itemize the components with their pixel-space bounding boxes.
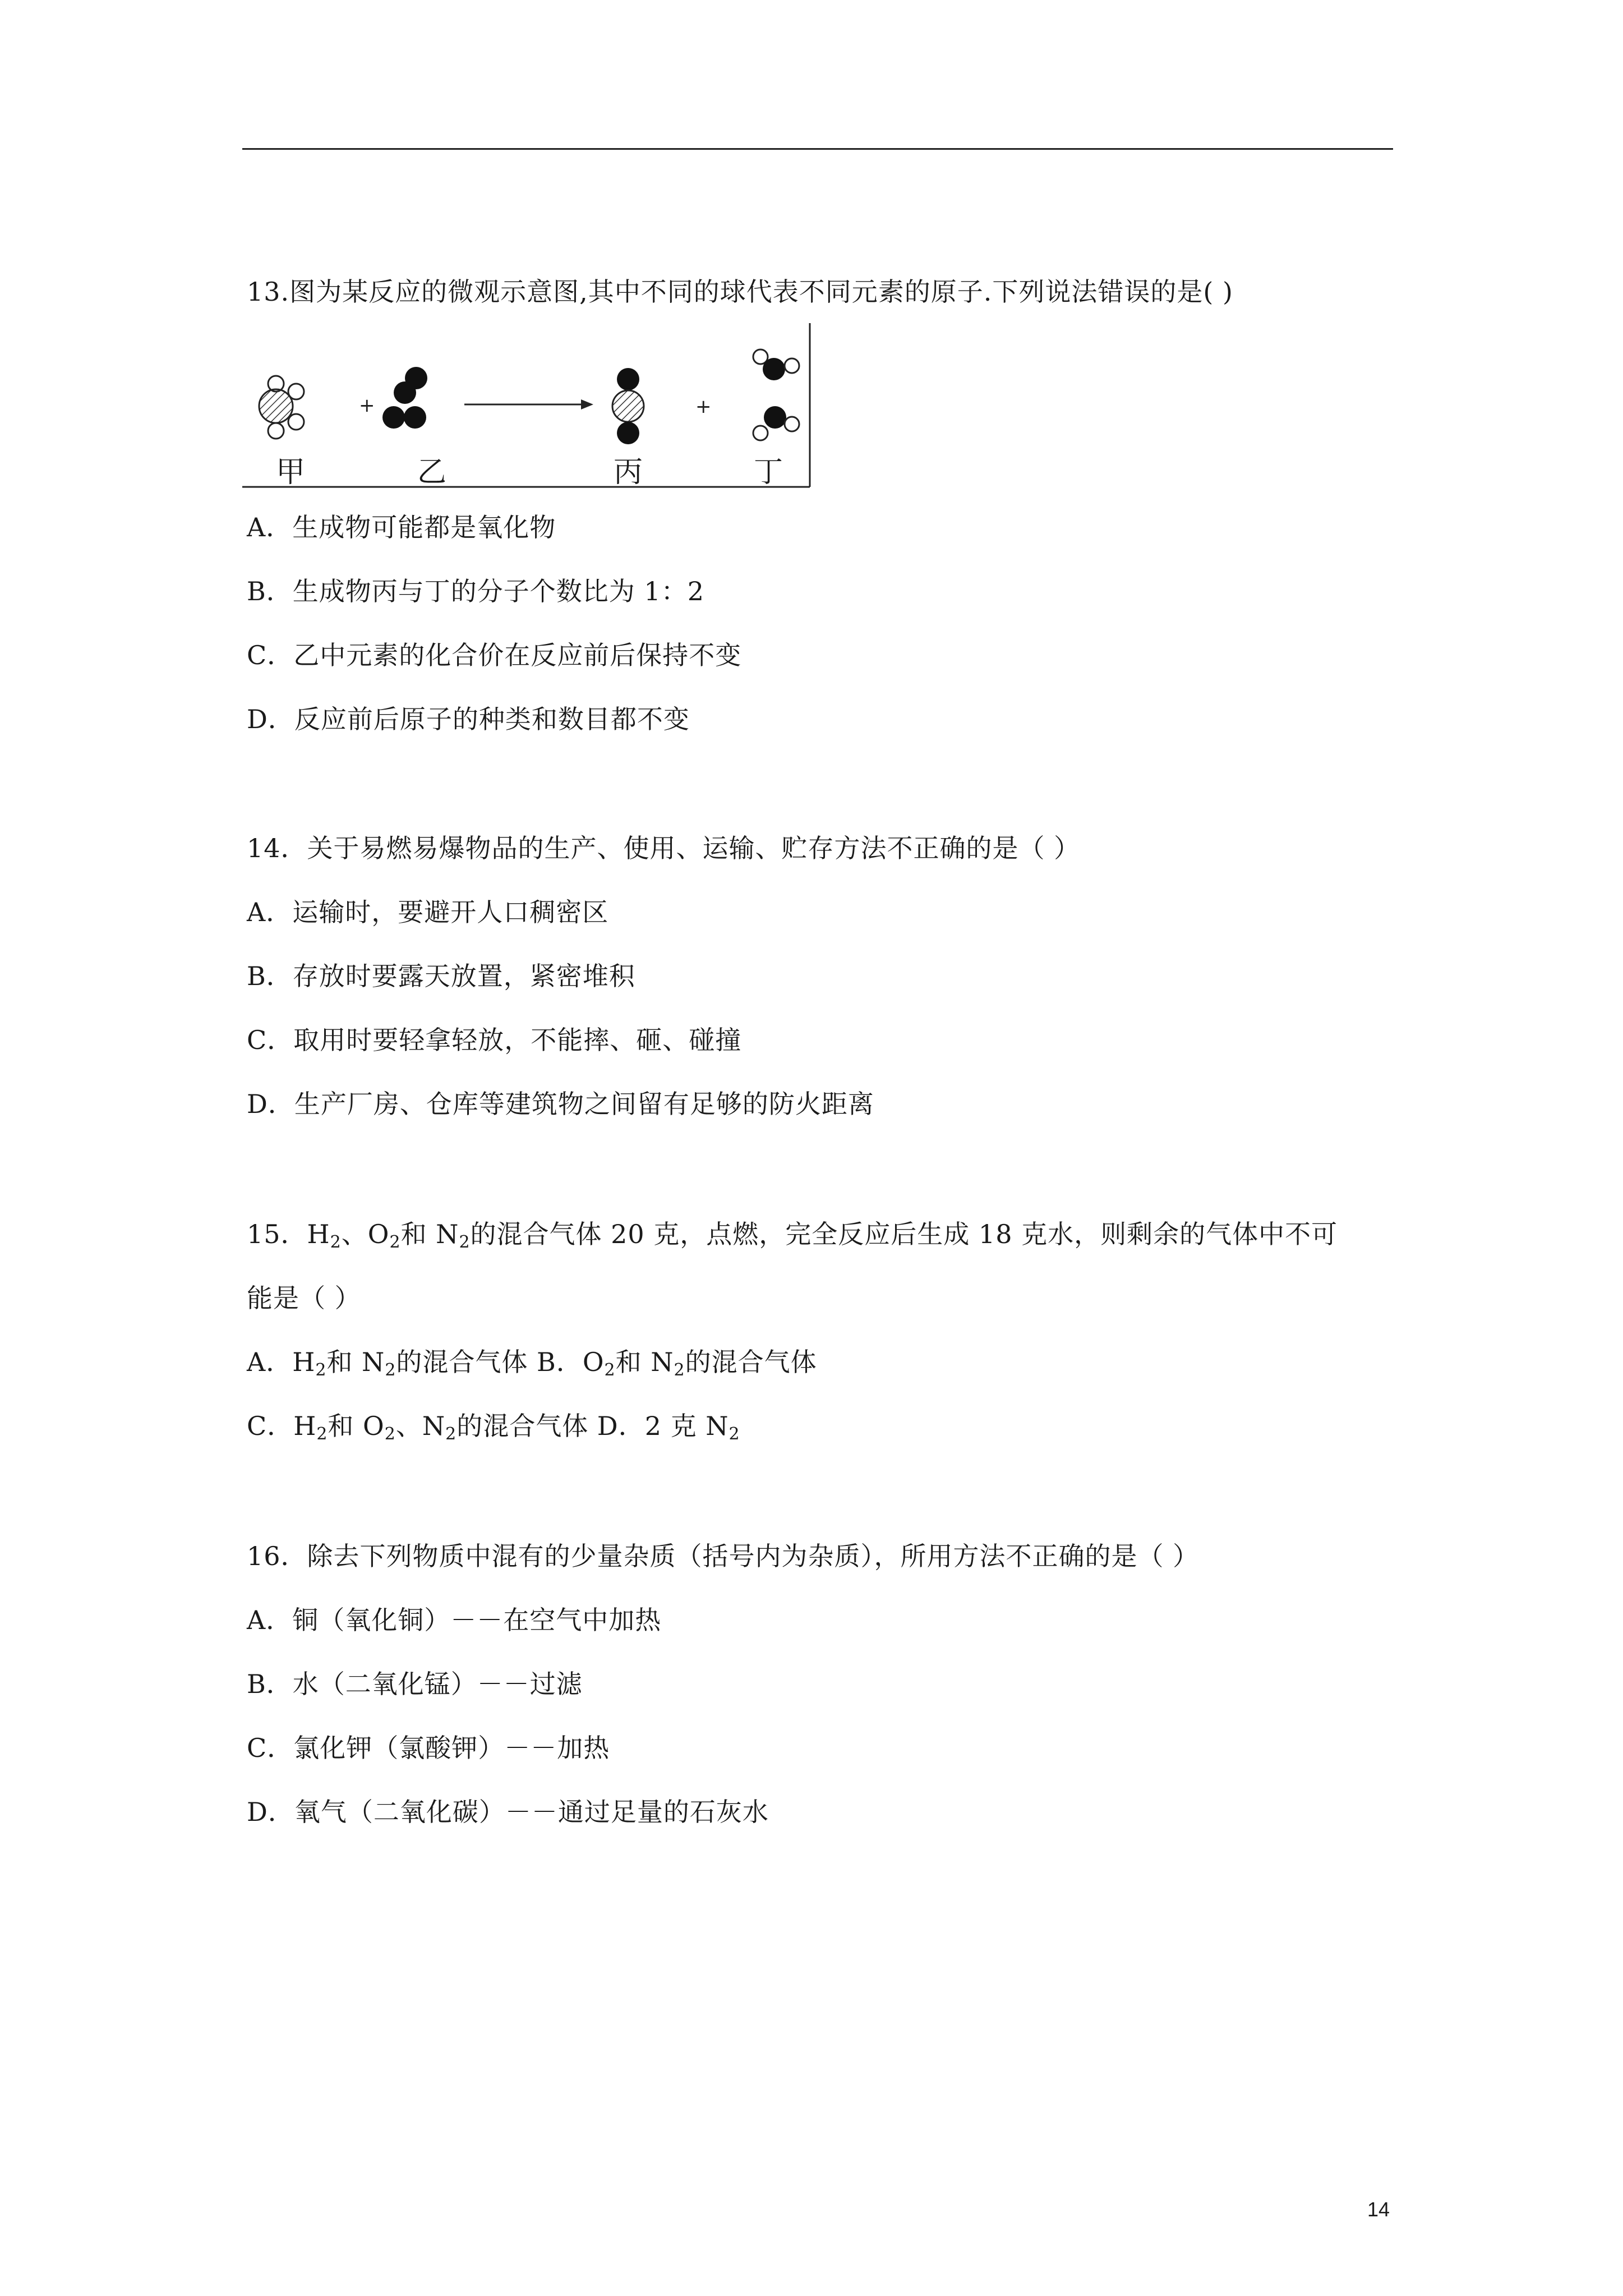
q16-option-a: A．铜（氧化铜）－－在空气中加热	[247, 1605, 662, 1635]
label-yi: 乙	[417, 455, 447, 489]
q16-option-d: D．氧气（二氧化碳）－－通过足量的石灰水	[247, 1797, 769, 1827]
plus-sign-1: +	[359, 394, 375, 417]
q15-stem: 15．$H_2$、$O_2$和 $N_2$的混合气体 20 克，点燃，完全反应后生成 18 克水，则剩余的气体中不可	[247, 1219, 1338, 1252]
label-bing: 丙	[614, 455, 643, 489]
molecule-jia	[259, 376, 304, 439]
header-rule	[242, 148, 1393, 150]
q14-option-d: D．生产厂房、仓库等建筑物之间留有足够的防火距离	[247, 1089, 874, 1119]
label-ding: 丁	[754, 455, 783, 489]
reaction-diagram-svg	[242, 323, 814, 491]
page-number: 14	[1367, 2198, 1390, 2221]
q16-option-b: B．水（二氧化锰）－－过滤	[247, 1669, 583, 1699]
reaction-diagram	[242, 323, 814, 491]
q13-option-b: B．生成物丙与丁的分子个数比为 1：2	[247, 576, 704, 606]
q13-option-d: D．反应前后原子的种类和数目都不变	[247, 704, 690, 734]
q14-stem: 14．关于易燃易爆物品的生产、使用、运输、贮存方法不正确的是（ ）	[247, 833, 1081, 863]
molecule-yi	[382, 367, 427, 429]
q14-option-a: A．运输时，要避开人口稠密区	[247, 897, 609, 927]
reaction-arrow	[464, 399, 593, 409]
q15-options-ab: A．$H_2$和 $N_2$的混合气体 B．$O_2$和 $N_2$的混合气体	[247, 1347, 817, 1380]
q13-option-c: C．乙中元素的化合价在反应前后保持不变	[247, 640, 742, 670]
plus-sign-2: +	[695, 395, 712, 418]
q13-stem: 13.图为某反应的微观示意图,其中不同的球代表不同元素的原子.下列说法错误的是( )	[247, 277, 1233, 307]
q14-option-c: C．取用时要轻拿轻放，不能摔、砸、碰撞	[247, 1025, 742, 1055]
q14-option-b: B．存放时要露天放置，紧密堆积	[247, 961, 635, 991]
q15-stem-line2: 能是（ ）	[247, 1283, 361, 1313]
q15-options-cd: C．$H_2$和 $O_2$、$N_2$的混合气体 D．2 克 $N_2$	[247, 1411, 740, 1444]
molecule-bing	[612, 368, 644, 444]
molecule-ding	[753, 349, 799, 440]
q13-option-a: A．生成物可能都是氧化物	[247, 512, 556, 542]
q16-stem: 16．除去下列物质中混有的少量杂质（括号内为杂质），所用方法不正确的是（ ）	[247, 1541, 1200, 1571]
q16-option-c: C．氯化钾（氯酸钾）－－加热	[247, 1733, 610, 1763]
label-jia: 甲	[276, 455, 306, 489]
